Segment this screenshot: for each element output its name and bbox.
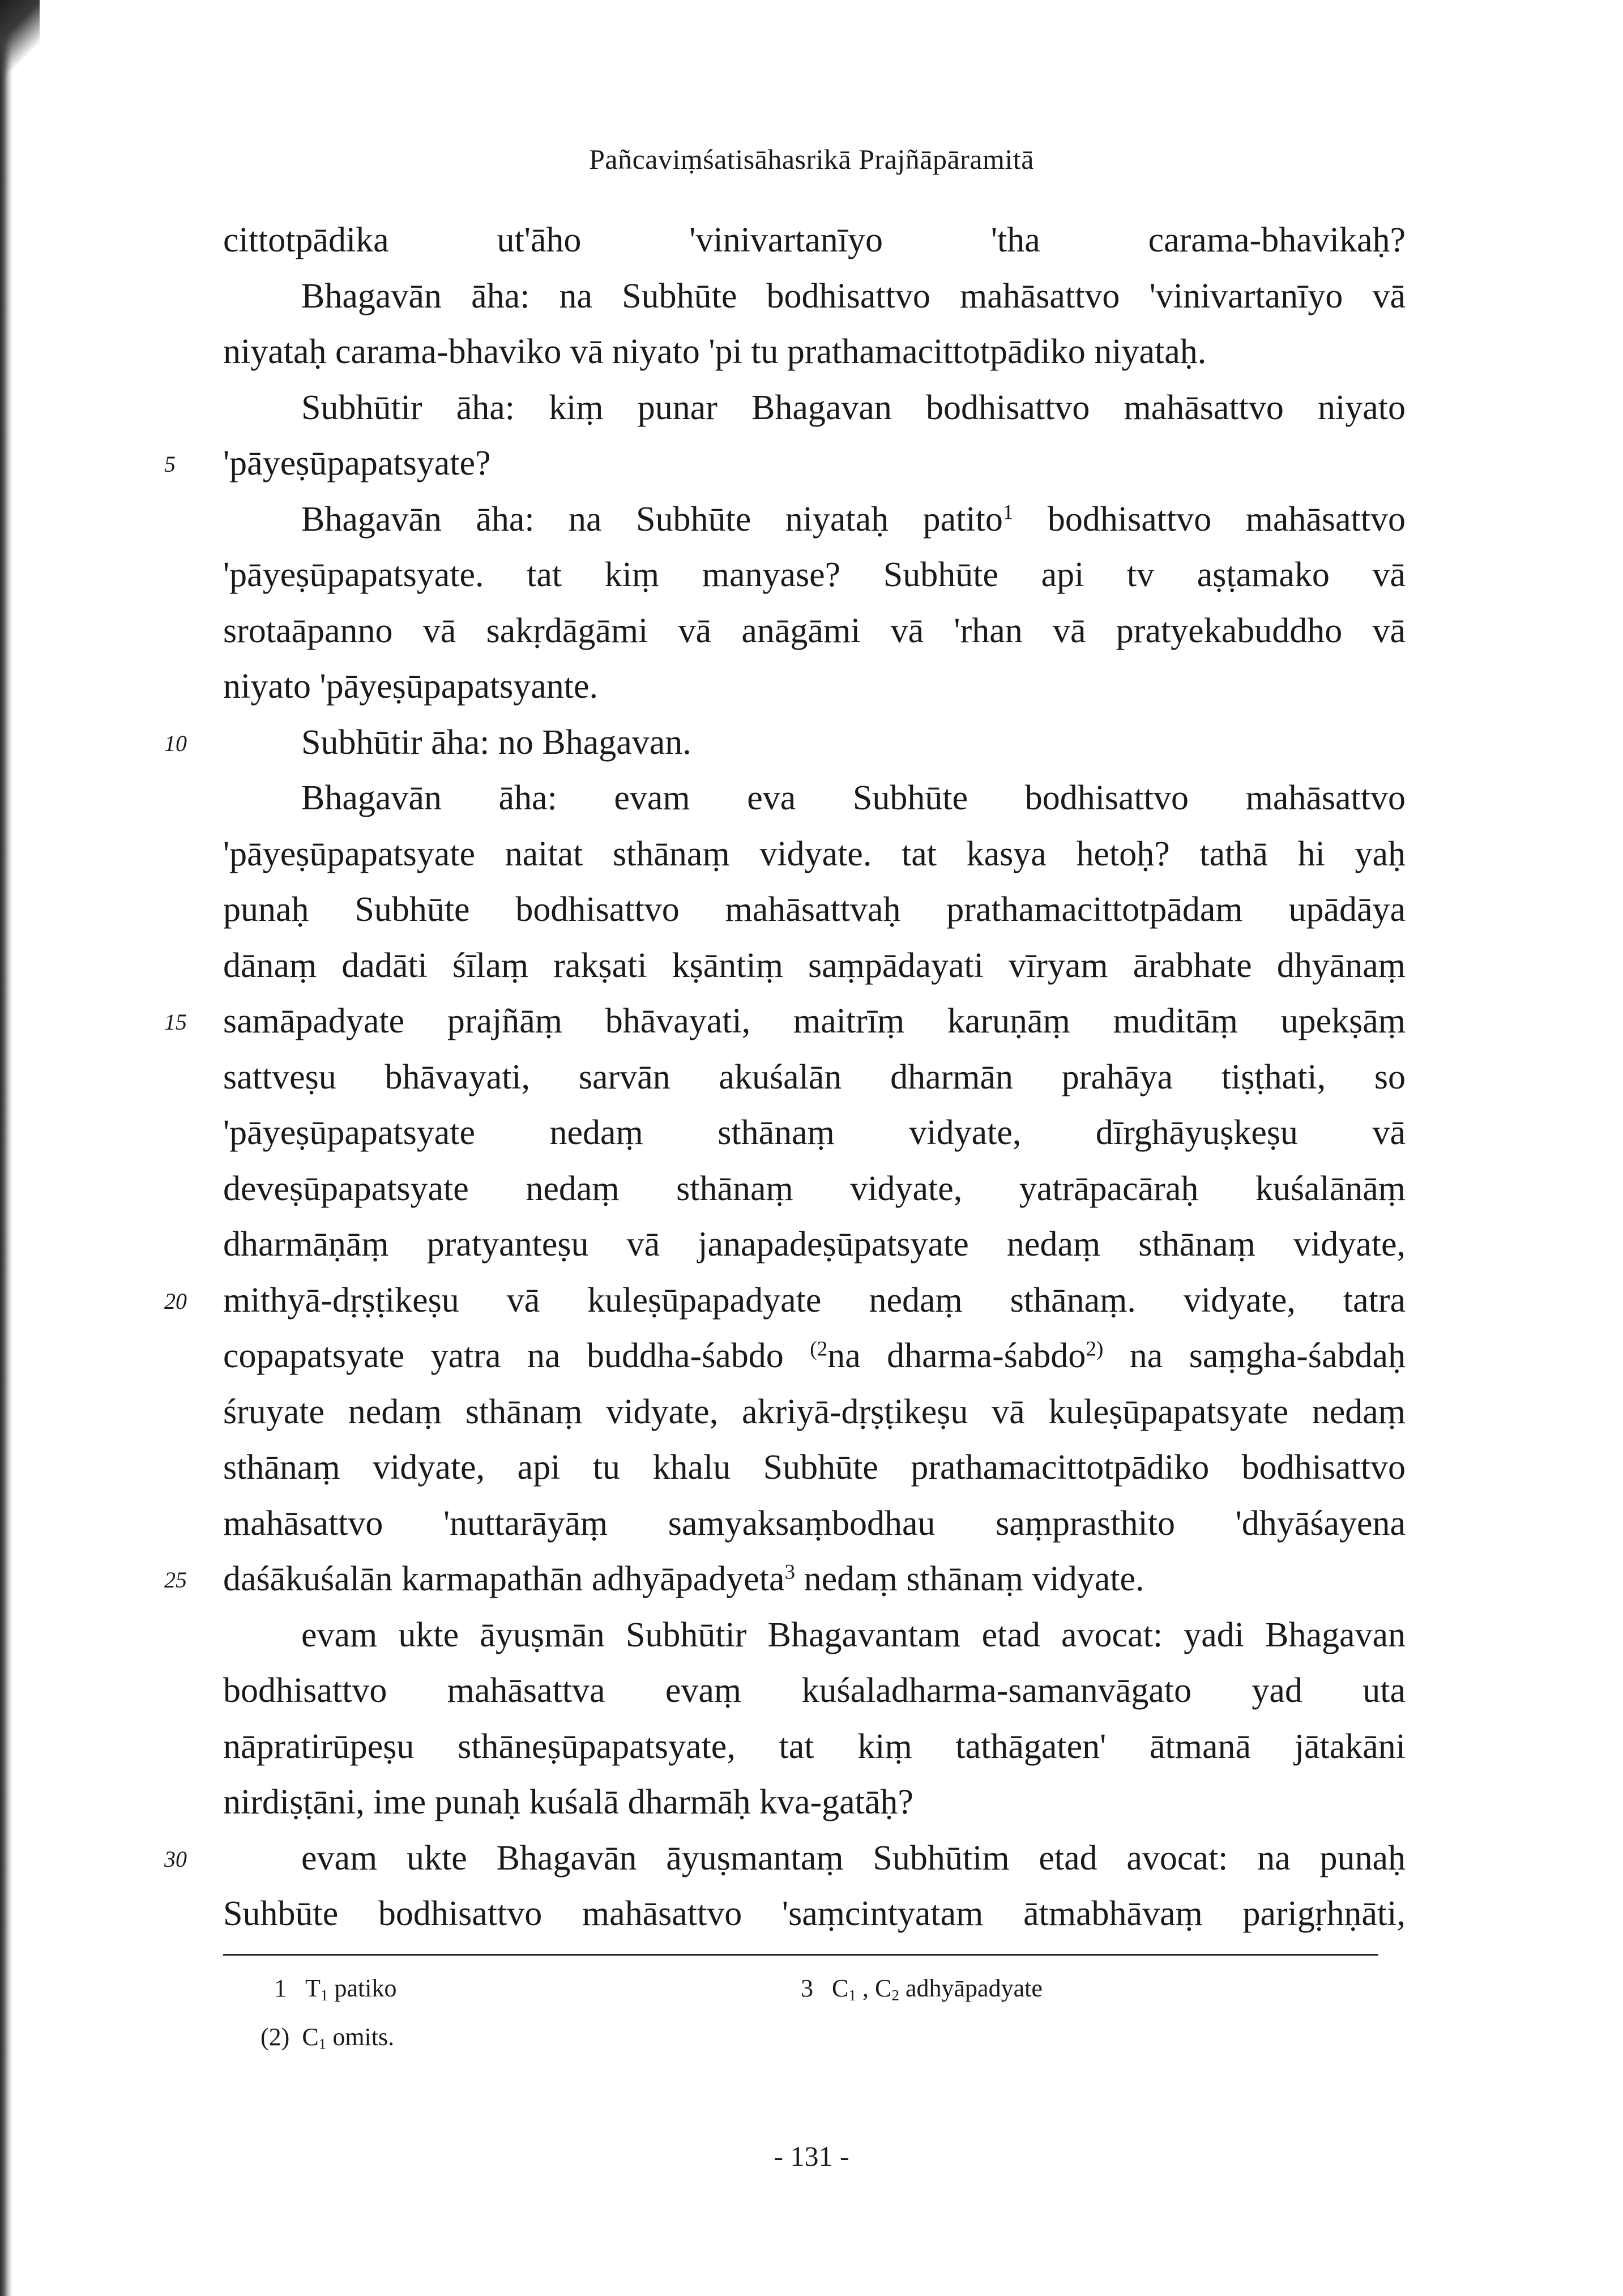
- footnote-3: [801, 1964, 1043, 2013]
- line-text: Suhbūte bodhisattvo mahāsattvo 'saṃcintyatam ātmabhāvaṃ parigṛhṇāti,: [223, 1894, 1406, 1933]
- footnote-mark: 1: [274, 1974, 287, 2002]
- text-line: [223, 1384, 1406, 1440]
- line-text: samāpadyate prajñāṃ bhāvayati, maitrīṃ karuṇāṃ muditāṃ upekṣāṃ: [223, 1002, 1406, 1040]
- footnote-rule: [223, 1954, 1378, 1956]
- text-line: [223, 938, 1406, 994]
- manuscript-siglum: C: [832, 1974, 849, 2002]
- line-text: evam ukte āyuṣmān Subhūtir Bhagavantam etad avocat: yadi Bhagavan: [301, 1615, 1406, 1654]
- line-text: 'pāyeṣūpapatsyate nedaṃ sthānaṃ vidyate, dīrghāyuṣkeṣu vā: [223, 1113, 1406, 1152]
- line-number: 15: [164, 1009, 187, 1035]
- siglum-index: 1: [318, 2035, 327, 2052]
- text-line: [223, 1719, 1406, 1775]
- text-line: [223, 1049, 1406, 1106]
- text-line: [223, 380, 1406, 436]
- text-line: [223, 212, 1406, 268]
- footnote-ref: 1: [1002, 501, 1014, 524]
- line-text-end: bodhisattvo mahāsattvo: [1013, 500, 1406, 539]
- text-line: [223, 659, 1406, 715]
- text-line: [164, 715, 1406, 771]
- text-line: [164, 1830, 1406, 1887]
- line-text: evam ukte Bhagavān āyuṣmantaṃ Subhūtim etad avocat: na punaḥ: [301, 1838, 1406, 1877]
- line-text-end: na saṃgha-śabdaḥ: [1103, 1337, 1406, 1375]
- text-line: [223, 1105, 1406, 1161]
- footnote-text: omits.: [326, 2023, 395, 2051]
- text-line: [223, 1328, 1406, 1384]
- line-text: 'pāyeṣūpapatsyate naitat sthānaṃ vidyate. tat kasya hetoḥ? tathā hi yaḥ: [223, 834, 1406, 873]
- footnote-ref-close: 2): [1086, 1337, 1104, 1361]
- footnote-2: [260, 2013, 394, 2062]
- text-line: [223, 770, 1406, 826]
- line-text: nirdiṣṭāni, ime punaḥ kuśalā dharmāḥ kva-gatāḥ?: [223, 1783, 913, 1821]
- text-line: [223, 1161, 1406, 1217]
- footnote-text: adhyāpadyate: [899, 1974, 1043, 2002]
- scan-binding-edge: [0, 0, 12, 2296]
- running-header: Pañcaviṃśatisāhasrikā Prajñāpāramitā: [589, 143, 1034, 175]
- line-number: 25: [164, 1567, 187, 1593]
- line-text: cittotpādika ut'āho 'vinivartanīyo 'tha carama-bhavikaḥ?: [223, 221, 1406, 259]
- scan-corner-shadow: [0, 0, 40, 79]
- text-line: [223, 882, 1406, 938]
- footnote-text: patiko: [328, 1974, 397, 2002]
- line-text: mahāsattvo 'nuttarāyāṃ samyaksaṃbodhau saṃprasthito 'dhyāśayena: [223, 1504, 1406, 1543]
- siglum-separator: ,: [856, 1974, 875, 2002]
- manuscript-siglum: C: [302, 2023, 319, 2051]
- text-line: [223, 268, 1406, 325]
- text-line: [223, 324, 1406, 380]
- line-text: niyataḥ carama-bhaviko vā niyato 'pi tu prathamacittotpādiko niyataḥ.: [223, 332, 1207, 371]
- text-line: [223, 1607, 1406, 1663]
- line-text: deveṣūpapatsyate nedaṃ sthānaṃ vidyate, yatrāpacāraḥ kuśalānāṃ: [223, 1169, 1406, 1208]
- line-text: sattveṣu bhāvayati, sarvān akuśalān dharmān prahāya tiṣṭhati, so: [223, 1057, 1406, 1096]
- line-text-start: daśākuśalān karmapathān adhyāpadyeta: [223, 1560, 785, 1598]
- line-text: Subhūtir āha: kiṃ punar Bhagavan bodhisattvo mahāsattvo niyato: [301, 388, 1406, 427]
- text-line: [223, 1886, 1406, 1942]
- siglum-index: 1: [320, 1986, 328, 2004]
- line-number: 10: [164, 730, 187, 756]
- line-text: sthānaṃ vidyate, api tu khalu Subhūte prathamacittotpādiko bodhisattvo: [223, 1448, 1406, 1487]
- footnote-mark: 3: [801, 1974, 813, 2002]
- page-number: - 131 -: [774, 2140, 849, 2172]
- text-line: [164, 993, 1406, 1049]
- text-line: [223, 1440, 1406, 1496]
- line-text: dharmāṇāṃ pratyanteṣu vā janapadeṣūpatsyate nedaṃ sthānaṃ vidyate,: [223, 1225, 1406, 1264]
- line-text: 'pāyeṣūpapatsyate. tat kiṃ manyase? Subhūte api tv aṣṭamako vā: [223, 556, 1406, 594]
- text-line: [223, 1217, 1406, 1273]
- line-text: nāpratirūpeṣu sthāneṣūpapatsyate, tat kiṃ tathāgaten' ātmanā jātakāni: [223, 1727, 1406, 1766]
- siglum-index: 2: [891, 1986, 899, 2004]
- line-text-mid: na dharma-śabdo: [827, 1337, 1086, 1375]
- line-text: Bhagavān āha: evam eva Subhūte bodhisattvo mahāsattvo: [301, 779, 1406, 817]
- line-text: mithyā-dṛṣṭikeṣu vā kuleṣūpapadyate nedaṃ sthānaṃ. vidyate, tatra: [223, 1281, 1406, 1320]
- line-text: dānaṃ dadāti śīlaṃ rakṣati kṣāntiṃ saṃpādayati vīryam ārabhate dhyānaṃ: [223, 946, 1406, 985]
- footnote-ref: 3: [784, 1560, 796, 1584]
- footnote-ref-open: (2: [810, 1337, 828, 1361]
- line-number: 20: [164, 1288, 187, 1314]
- text-line: [164, 1273, 1406, 1329]
- manuscript-siglum: T: [305, 1974, 321, 2002]
- text-line: [223, 492, 1406, 548]
- siglum-index: 1: [848, 1986, 856, 2004]
- line-text: punaḥ Subhūte bodhisattvo mahāsattvaḥ prathamacittotpādam upādāya: [223, 890, 1406, 929]
- line-text: Subhūtir āha: no Bhagavan.: [301, 723, 691, 762]
- text-line: [223, 826, 1406, 882]
- text-line: [223, 603, 1406, 659]
- line-number: 30: [164, 1846, 187, 1872]
- line-text: niyato 'pāyeṣūpapatsyante.: [223, 667, 598, 706]
- line-text: Bhagavān āha: na Subhūte bodhisattvo mahāsattvo 'vinivartanīyo vā: [301, 276, 1406, 315]
- text-line: [164, 436, 1406, 492]
- text-line: [223, 1663, 1406, 1719]
- line-text: bodhisattvo mahāsattva evaṃ kuśaladharma-samanvāgato yad uta: [223, 1671, 1406, 1710]
- line-number: 5: [164, 451, 176, 477]
- footnote-mark: (2): [260, 2023, 290, 2051]
- text-line: [223, 1496, 1406, 1552]
- line-text-start: copapatsyate yatra na buddha-śabdo: [223, 1337, 810, 1375]
- manuscript-siglum: C: [875, 1974, 892, 2002]
- line-text-start: Bhagavān āha: na Subhūte niyataḥ patito: [301, 500, 1003, 539]
- line-text: srotaāpanno vā sakṛdāgāmi vā anāgāmi vā 'rhan vā pratyekabuddho vā: [223, 611, 1406, 650]
- footnote-1: [274, 1964, 397, 2013]
- line-text-end: nedaṃ sthānaṃ vidyate.: [795, 1560, 1144, 1598]
- line-text: 'pāyeṣūpapatsyate?: [223, 444, 491, 483]
- main-text: [164, 212, 1406, 1942]
- text-line: [223, 547, 1406, 603]
- line-text: śruyate nedaṃ sthānaṃ vidyate, akriyā-dṛṣṭikeṣu vā kuleṣūpapatsyate nedaṃ: [223, 1392, 1406, 1431]
- text-line: [164, 1551, 1406, 1607]
- text-line: [223, 1774, 1406, 1830]
